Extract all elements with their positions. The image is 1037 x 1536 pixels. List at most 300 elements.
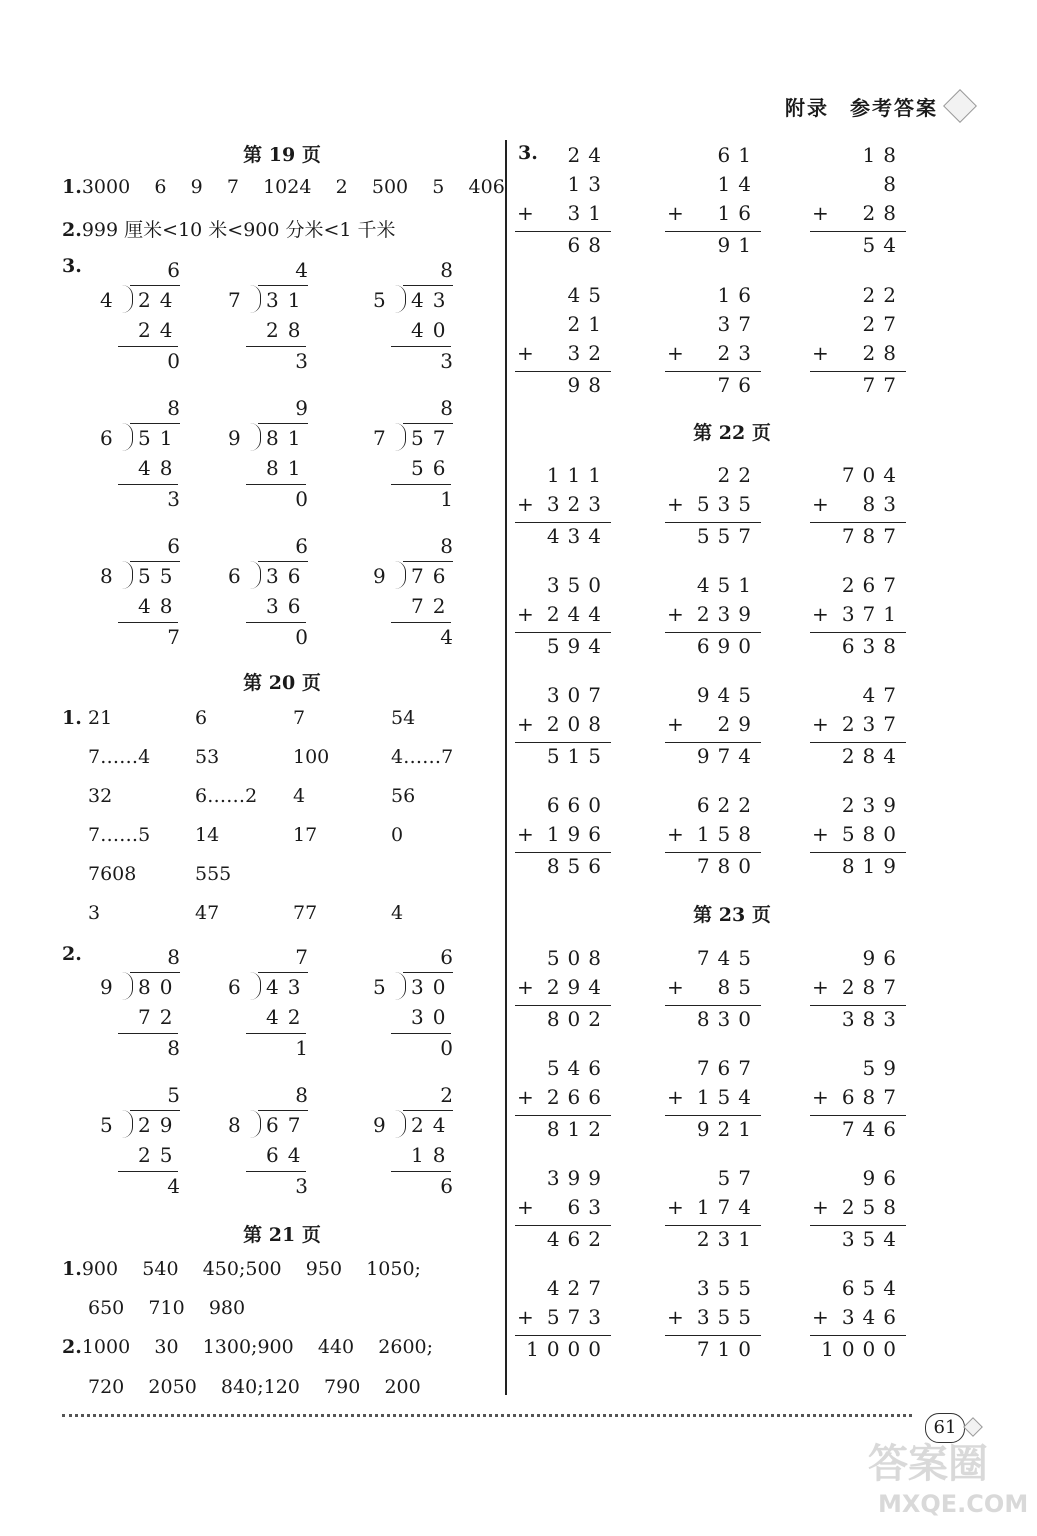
p21-q3-label: 3. <box>518 142 538 164</box>
plus-sign: + <box>517 975 534 999</box>
sum-line <box>515 1115 611 1116</box>
dividend: 67 <box>266 1113 310 1137</box>
addend: 237 <box>841 712 904 736</box>
answer-cell: 56 <box>391 785 416 807</box>
addend: 96 <box>862 1166 904 1190</box>
addend: 29 <box>717 712 759 736</box>
page-21-title: 第 21 页 <box>243 1224 321 1246</box>
plus-sign: + <box>667 1085 684 1109</box>
sum-line <box>515 371 611 372</box>
addend: 21 <box>567 312 609 336</box>
answer-cell: 17 <box>293 824 318 846</box>
dividend: 55 <box>138 564 182 588</box>
quotient: 8 <box>440 534 453 558</box>
long-division <box>373 258 483 378</box>
partial-product: 18 <box>411 1143 455 1167</box>
addend: 767 <box>696 1056 759 1080</box>
sum: 462 <box>546 1227 609 1251</box>
answer-cell: 7608 <box>88 863 137 885</box>
q1-label: 1. <box>62 176 82 198</box>
plus-sign: + <box>517 822 534 846</box>
addend: 63 <box>567 1195 609 1219</box>
long-division <box>100 1083 210 1203</box>
partial-product: 72 <box>411 594 455 618</box>
plus-sign: + <box>812 712 829 736</box>
addend: 622 <box>696 793 759 817</box>
quotient: 8 <box>295 1083 308 1107</box>
division-bracket <box>250 972 261 1000</box>
dividend: 80 <box>138 975 182 999</box>
addend: 59 <box>862 1056 904 1080</box>
p21-q2-line2: 720 2050 840;120 790 200 <box>88 1376 421 1398</box>
sum: 91 <box>717 233 759 257</box>
remainder: 3 <box>167 487 180 511</box>
sum: 515 <box>546 744 609 768</box>
remainder: 0 <box>295 487 308 511</box>
addend: 174 <box>696 1195 759 1219</box>
dividend: 24 <box>411 1113 455 1137</box>
divisor: 6 <box>228 975 241 999</box>
division-bar <box>130 1110 180 1111</box>
long-division <box>228 258 338 378</box>
divisor: 9 <box>373 564 386 588</box>
sum: 594 <box>546 634 609 658</box>
subtraction-line <box>391 622 451 623</box>
sum-line <box>810 1225 906 1226</box>
addend: 355 <box>696 1305 759 1329</box>
addend: 350 <box>546 573 609 597</box>
divisor: 6 <box>228 564 241 588</box>
answer-cell: 47 <box>195 902 220 924</box>
remainder: 4 <box>440 625 453 649</box>
sum: 690 <box>696 634 759 658</box>
sum-line <box>515 852 611 853</box>
plus-sign: + <box>812 822 829 846</box>
long-division <box>373 534 483 654</box>
plus-sign: + <box>667 1195 684 1219</box>
divisor: 4 <box>100 288 113 312</box>
addend: 451 <box>696 573 759 597</box>
answer-cell: 0 <box>391 824 404 846</box>
sum-line <box>665 1335 761 1336</box>
addend: 687 <box>841 1085 904 1109</box>
dividend: 57 <box>411 426 455 450</box>
division-bar <box>130 423 180 424</box>
answer-cell: 6……2 <box>195 785 258 807</box>
plus-sign: + <box>667 975 684 999</box>
division-bracket <box>395 423 406 451</box>
quotient: 6 <box>167 534 180 558</box>
addend: 208 <box>546 712 609 736</box>
sum-line <box>515 522 611 523</box>
addend: 244 <box>546 602 609 626</box>
sum-line <box>515 231 611 232</box>
subtraction-line <box>391 346 451 347</box>
quotient: 5 <box>167 1083 180 1107</box>
sum: 557 <box>696 524 759 548</box>
page-19-title: 第 19 页 <box>243 144 321 166</box>
addend: 45 <box>567 283 609 307</box>
plus-sign: + <box>812 1085 829 1109</box>
dividend: 36 <box>266 564 310 588</box>
long-division <box>100 258 210 378</box>
sum: 856 <box>546 854 609 878</box>
division-bar <box>258 1110 308 1111</box>
dividend: 30 <box>411 975 455 999</box>
addend: 13 <box>567 172 609 196</box>
addend: 239 <box>696 602 759 626</box>
sum: 710 <box>696 1337 759 1361</box>
addend: 111 <box>546 463 609 487</box>
division-bar <box>403 1110 453 1111</box>
sum-line <box>515 1005 611 1006</box>
dividend: 31 <box>266 288 310 312</box>
plus-sign: + <box>517 712 534 736</box>
quotient: 8 <box>167 396 180 420</box>
addend: 535 <box>696 492 759 516</box>
sum-line <box>810 742 906 743</box>
sum: 830 <box>696 1007 759 1031</box>
answer-cell: 77 <box>293 902 318 924</box>
plus-sign: + <box>667 201 684 225</box>
p19-q2 <box>62 215 396 242</box>
p21-q1-line2: 650 710 980 <box>88 1297 246 1319</box>
remainder: 3 <box>295 349 308 373</box>
sum: 746 <box>841 1117 904 1141</box>
divisor: 7 <box>373 426 386 450</box>
dividend: 76 <box>411 564 455 588</box>
quotient: 4 <box>295 258 308 282</box>
sum-line <box>665 371 761 372</box>
divisor: 9 <box>373 1113 386 1137</box>
subtraction-line <box>118 484 178 485</box>
remainder: 3 <box>295 1174 308 1198</box>
partial-product: 30 <box>411 1005 455 1029</box>
quotient: 8 <box>440 396 453 420</box>
p20-q1-label: 1. <box>62 707 82 729</box>
addend: 28 <box>862 201 904 225</box>
subtraction-line <box>118 1171 178 1172</box>
plus-sign: + <box>517 341 534 365</box>
division-bar <box>403 561 453 562</box>
plus-sign: + <box>667 712 684 736</box>
p20-q2-label: 2. <box>62 943 82 965</box>
addend: 37 <box>717 312 759 336</box>
addend: 294 <box>546 975 609 999</box>
addend: 31 <box>567 201 609 225</box>
addend: 24 <box>567 143 609 167</box>
partial-product: 42 <box>266 1005 310 1029</box>
remainder: 1 <box>440 487 453 511</box>
sum-line <box>665 1225 761 1226</box>
sum: 54 <box>862 233 904 257</box>
division-bracket <box>122 1110 133 1138</box>
partial-product: 40 <box>411 318 455 342</box>
sum-line <box>665 632 761 633</box>
long-division <box>228 945 338 1065</box>
addend: 546 <box>546 1056 609 1080</box>
subtraction-line <box>391 1171 451 1172</box>
addend: 158 <box>696 822 759 846</box>
long-division <box>100 534 210 654</box>
addend: 580 <box>841 822 904 846</box>
answer-cell: 32 <box>88 785 113 807</box>
divisor: 5 <box>373 975 386 999</box>
plus-sign: + <box>517 1085 534 1109</box>
sum: 802 <box>546 1007 609 1031</box>
long-division <box>100 396 210 516</box>
sum-line <box>515 742 611 743</box>
divisor: 6 <box>100 426 113 450</box>
sum-line <box>665 852 761 853</box>
subtraction-line <box>118 1033 178 1034</box>
addend: 745 <box>696 946 759 970</box>
sum-line <box>665 231 761 232</box>
sum-line <box>810 852 906 853</box>
sum: 77 <box>862 373 904 397</box>
p21-q1-label: 1. <box>62 1258 82 1280</box>
sum-line <box>810 632 906 633</box>
partial-product: 81 <box>266 456 310 480</box>
sum-line <box>665 1005 761 1006</box>
p21-q2-text1: 1000 30 1300;900 440 2600; <box>81 1336 434 1358</box>
addend: 660 <box>546 793 609 817</box>
sum: 921 <box>696 1117 759 1141</box>
sum-line <box>810 1005 906 1006</box>
division-bracket <box>250 561 261 589</box>
remainder: 4 <box>167 1174 180 1198</box>
division-bar <box>403 972 453 973</box>
addend: 14 <box>717 172 759 196</box>
page-number: 61 <box>925 1413 965 1443</box>
addend: 83 <box>862 492 904 516</box>
long-division <box>373 945 483 1065</box>
plus-sign: + <box>812 341 829 365</box>
page-22-title: 第 22 页 <box>693 422 771 444</box>
answer-cell: 555 <box>195 863 232 885</box>
plus-sign: + <box>667 1305 684 1329</box>
quotient: 6 <box>295 534 308 558</box>
sum: 354 <box>841 1227 904 1251</box>
sum: 383 <box>841 1007 904 1031</box>
divisor: 5 <box>373 288 386 312</box>
answer-key-title: 参考答案 <box>850 96 938 120</box>
answer-cell: 4 <box>391 902 404 924</box>
answer-cell: 53 <box>195 746 220 768</box>
dividend: 51 <box>138 426 182 450</box>
addend: 16 <box>717 201 759 225</box>
sum: 1000 <box>821 1337 904 1361</box>
p19-q2-text: 999 厘米<10 米<900 分米<1 千米 <box>81 219 396 241</box>
partial-product: 48 <box>138 456 182 480</box>
addend: 287 <box>841 975 904 999</box>
partial-product: 64 <box>266 1143 310 1167</box>
plus-sign: + <box>517 1305 534 1329</box>
page-23-title: 第 23 页 <box>693 904 771 926</box>
sum-line <box>810 231 906 232</box>
plus-sign: + <box>667 602 684 626</box>
addend: 399 <box>546 1166 609 1190</box>
division-bracket <box>250 423 261 451</box>
p19-q3-label: 3. <box>62 255 82 277</box>
partial-product: 36 <box>266 594 310 618</box>
addend: 573 <box>546 1305 609 1329</box>
quotient: 7 <box>295 945 308 969</box>
dividend: 81 <box>266 426 310 450</box>
addend: 57 <box>717 1166 759 1190</box>
addend: 8 <box>883 172 904 196</box>
answer-cell: 7 <box>293 707 306 729</box>
p19-q1-text: 3000 6 9 7 1024 2 500 5 406 <box>81 176 505 198</box>
plus-sign: + <box>517 201 534 225</box>
column-divider <box>505 140 507 1395</box>
long-division <box>228 1083 338 1203</box>
subtraction-line <box>246 1033 306 1034</box>
division-bracket <box>395 972 406 1000</box>
remainder: 0 <box>440 1036 453 1060</box>
page-20-title: 第 20 页 <box>243 672 321 694</box>
plus-sign: + <box>812 492 829 516</box>
addend: 96 <box>862 946 904 970</box>
addend: 196 <box>546 822 609 846</box>
addend: 267 <box>841 573 904 597</box>
sum-line <box>810 371 906 372</box>
watermark-url: MXQE.COM <box>878 1490 1029 1518</box>
addend: 16 <box>717 283 759 307</box>
subtraction-line <box>246 1171 306 1172</box>
answer-cell: 4……7 <box>391 746 454 768</box>
sum: 974 <box>696 744 759 768</box>
partial-product: 72 <box>138 1005 182 1029</box>
division-bar <box>258 972 308 973</box>
sum: 1000 <box>526 1337 609 1361</box>
remainder: 0 <box>295 625 308 649</box>
subtraction-line <box>118 346 178 347</box>
addend: 704 <box>841 463 904 487</box>
subtraction-line <box>118 622 178 623</box>
quotient: 2 <box>440 1083 453 1107</box>
sum: 638 <box>841 634 904 658</box>
addend: 239 <box>841 793 904 817</box>
division-bar <box>403 423 453 424</box>
remainder: 8 <box>167 1036 180 1060</box>
sum: 284 <box>841 744 904 768</box>
division-bar <box>258 285 308 286</box>
partial-product: 25 <box>138 1143 182 1167</box>
division-bar <box>130 285 180 286</box>
subtraction-line <box>246 346 306 347</box>
addend: 61 <box>717 143 759 167</box>
remainder: 1 <box>295 1036 308 1060</box>
addend: 47 <box>862 683 904 707</box>
answer-cell: 7……4 <box>88 746 151 768</box>
subtraction-line <box>246 484 306 485</box>
quotient: 6 <box>167 258 180 282</box>
appendix-label: 附录 <box>785 96 829 120</box>
addend: 154 <box>696 1085 759 1109</box>
addend: 371 <box>841 602 904 626</box>
divisor: 9 <box>228 426 241 450</box>
addend: 945 <box>696 683 759 707</box>
long-division <box>228 396 338 516</box>
plus-sign: + <box>812 975 829 999</box>
addend: 85 <box>717 975 759 999</box>
division-bracket <box>122 972 133 1000</box>
p21-q1-text1: 900 540 450;500 950 1050; <box>81 1258 421 1280</box>
addend: 27 <box>862 312 904 336</box>
p21-q1-line1 <box>62 1258 421 1280</box>
answer-cell: 3 <box>88 902 101 924</box>
answer-cell: 14 <box>195 824 220 846</box>
plus-sign: + <box>667 822 684 846</box>
division-bracket <box>122 423 133 451</box>
sum-line <box>810 1335 906 1336</box>
addend: 346 <box>841 1305 904 1329</box>
remainder: 3 <box>440 349 453 373</box>
sum: 76 <box>717 373 759 397</box>
sum-line <box>810 1115 906 1116</box>
answer-cell: 100 <box>293 746 330 768</box>
plus-sign: + <box>667 492 684 516</box>
addend: 355 <box>696 1276 759 1300</box>
sum: 231 <box>696 1227 759 1251</box>
answer-cell: 4 <box>293 785 306 807</box>
quotient: 8 <box>440 258 453 282</box>
addend: 427 <box>546 1276 609 1300</box>
sum-line <box>515 1335 611 1336</box>
remainder: 7 <box>167 625 180 649</box>
division-bracket <box>395 1110 406 1138</box>
sum: 98 <box>567 373 609 397</box>
addend: 266 <box>546 1085 609 1109</box>
addend: 22 <box>862 283 904 307</box>
plus-sign: + <box>812 201 829 225</box>
dividend: 43 <box>411 288 455 312</box>
addend: 323 <box>546 492 609 516</box>
sum: 812 <box>546 1117 609 1141</box>
divisor: 8 <box>228 1113 241 1137</box>
addend: 28 <box>862 341 904 365</box>
watermark-logo: 答案圈 <box>868 1441 988 1487</box>
dividend: 29 <box>138 1113 182 1137</box>
answer-cell: 6 <box>195 707 208 729</box>
subtraction-line <box>391 1033 451 1034</box>
sum-line <box>665 1115 761 1116</box>
p21-q2-label: 2. <box>62 1336 82 1358</box>
addend: 18 <box>862 143 904 167</box>
division-bracket <box>395 561 406 589</box>
plus-sign: + <box>517 602 534 626</box>
subtraction-line <box>391 484 451 485</box>
addend: 307 <box>546 683 609 707</box>
remainder: 0 <box>167 349 180 373</box>
plus-sign: + <box>812 1195 829 1219</box>
partial-product: 28 <box>266 318 310 342</box>
sum-line <box>515 632 611 633</box>
answer-cell: 21 <box>88 707 113 729</box>
p21-q2-line1 <box>62 1336 433 1358</box>
plus-sign: + <box>667 341 684 365</box>
division-bar <box>258 423 308 424</box>
sum: 787 <box>841 524 904 548</box>
remainder: 6 <box>440 1174 453 1198</box>
division-bracket <box>122 285 133 313</box>
footer-dotted-rule <box>62 1414 912 1417</box>
diamond-icon <box>943 89 977 123</box>
division-bracket <box>395 285 406 313</box>
quotient: 8 <box>167 945 180 969</box>
sum: 434 <box>546 524 609 548</box>
